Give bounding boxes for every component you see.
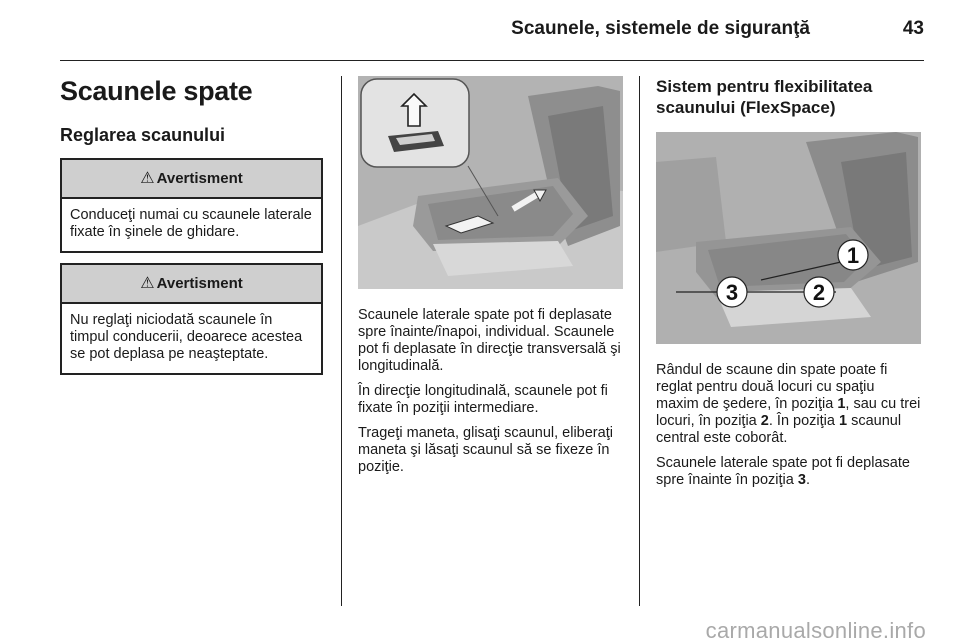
paragraph: Trageţi maneta, glisaţi scaunul, eliberaţi maneta şi lăsaţi scaunul să se fixeze în poziţie.: [358, 425, 613, 475]
position-ref: 1: [838, 413, 848, 429]
warning-box: [60, 158, 323, 253]
text-run: scaunul central este coborât.: [656, 413, 902, 446]
warning-icon: ⚠: [140, 170, 155, 187]
position-ref: 2: [760, 413, 769, 429]
paragraph: [656, 362, 921, 447]
page-number: 43: [902, 18, 924, 39]
position-ref: 1: [837, 396, 846, 412]
warning-header: [62, 265, 321, 304]
text-run: Scaunele laterale spate pot fi deplasate spre înainte în poziţia: [656, 455, 910, 488]
warning-title: Avertisment: [156, 170, 243, 187]
figure-label-2: 2: [812, 280, 826, 305]
column-divider-1: [341, 76, 342, 606]
warning-text: Conduceţi numai cu scaunele laterale fixate în şinele de ghidare.: [70, 207, 312, 240]
header-rule: [60, 60, 924, 61]
column-left: [60, 76, 323, 385]
paragraph: În direcţie longitudinală, scaunele pot fi fixate în poziţii intermediare.: [358, 383, 608, 416]
warning-text: Nu reglaţi niciodată scaunele în timpul conducerii, deoarece acestea se pot deplasa pe neaşteptate.: [70, 312, 303, 362]
text-run: Rândul de scaune din spate poate fi reglat pentru două locuri cu spaţiu maxim de şedere, în poziţia: [656, 362, 888, 412]
warning-header: [62, 160, 321, 199]
warning-title: Avertisment: [156, 275, 243, 292]
text-run: , sau cu trei locuri, în poziţia: [656, 396, 921, 429]
flexspace-seat-illustration: [656, 132, 921, 344]
column-middle: [358, 76, 623, 484]
section-heading: Scaunele spate: [60, 76, 253, 106]
figure-label-1: 1: [846, 243, 860, 268]
position-ref: 3: [797, 472, 806, 488]
figure-label-3: 3: [725, 280, 739, 305]
column-right: [656, 76, 921, 497]
paragraph: Scaunele laterale spate pot fi deplasate spre înainte/înapoi, individual. Scaunele pot fi deplasate în direcţie transversală şi longitudinală.: [358, 307, 621, 374]
paragraph: [656, 455, 921, 489]
text-run: .: [805, 472, 810, 488]
warning-icon: ⚠: [140, 275, 155, 292]
seat-adjustment-illustration: [358, 76, 623, 289]
section-heading-flexspace: Sistem pentru flexibilitatea scaunului (FlexSpace): [656, 77, 873, 117]
page-header-title: Scaunele, sistemele de siguranţă: [511, 18, 810, 39]
column-divider-2: [639, 76, 640, 606]
watermark: carmanualsonline.info: [705, 618, 926, 643]
text-run: . În poziţia: [768, 413, 839, 429]
warning-box: [60, 263, 323, 375]
subsection-heading: Reglarea scaunului: [60, 125, 226, 145]
